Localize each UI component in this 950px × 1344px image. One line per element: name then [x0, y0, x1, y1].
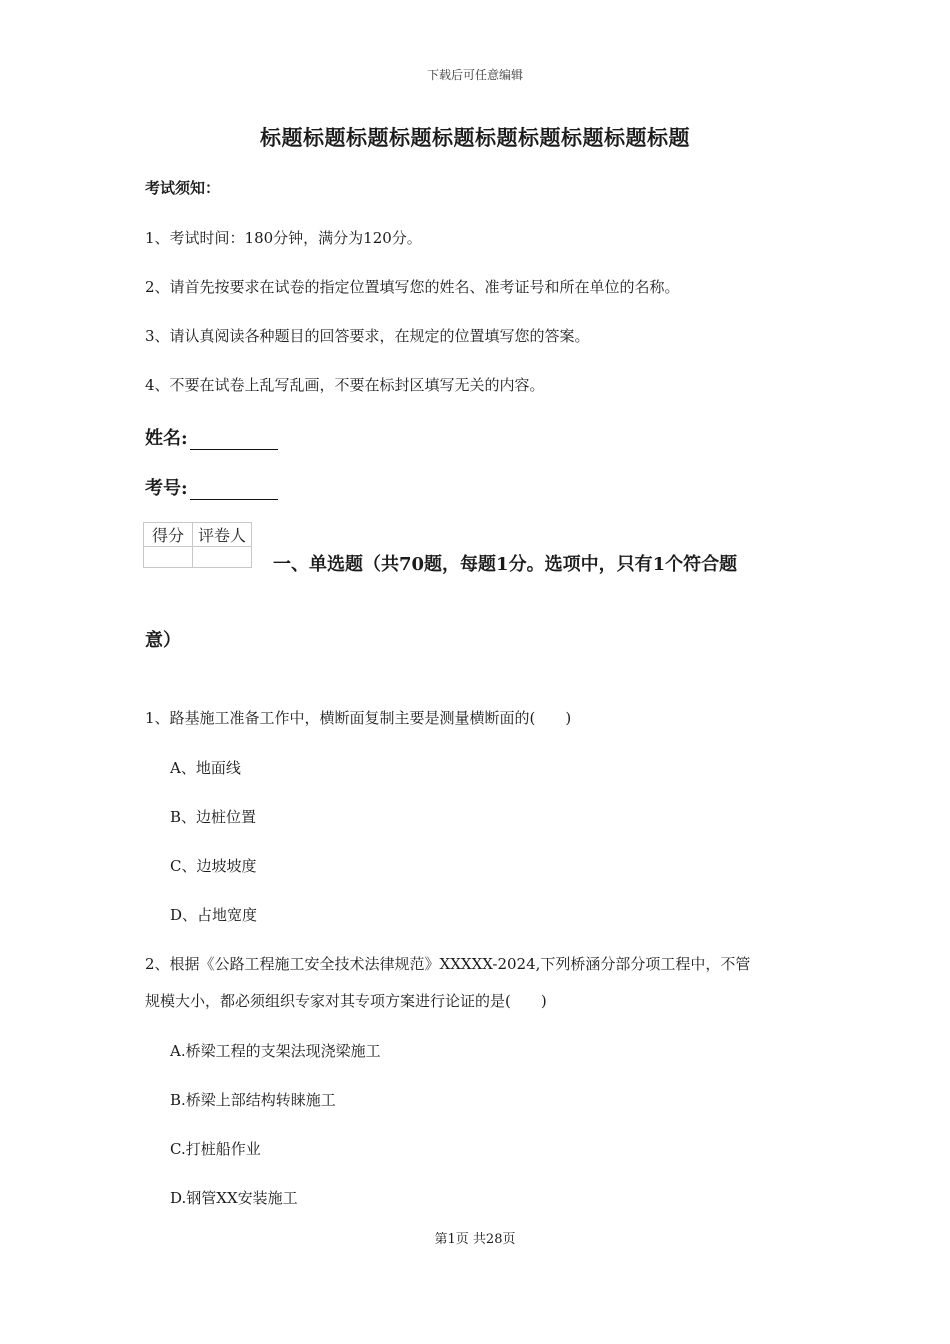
- name-blank-line[interactable]: [190, 431, 278, 450]
- option-c: C.打桩船作业: [170, 1140, 261, 1158]
- grader-cell[interactable]: [193, 547, 252, 568]
- exam-number-blank-line[interactable]: [190, 481, 278, 500]
- score-cell[interactable]: [144, 547, 193, 568]
- score-table: [143, 522, 252, 568]
- score-header: 得分: [144, 523, 193, 547]
- option-d: D、占地宽度: [170, 906, 258, 924]
- document-title: 标题标题标题标题标题标题标题标题标题标题: [260, 125, 690, 150]
- exam-number-field[interactable]: [145, 474, 278, 500]
- option-a: A、地面线: [170, 759, 241, 777]
- name-label: 姓名:: [145, 428, 188, 449]
- notice-item: 4、不要在试卷上乱写乱画，不要在标封区填写无关的内容。: [145, 376, 545, 394]
- page-footer: 第1页 共28页: [434, 1232, 516, 1247]
- exam-number-label: 考号:: [145, 478, 188, 499]
- notice-item: 2、请首先按要求在试卷的指定位置填写您的姓名、准考证号和所在单位的名称。: [145, 278, 680, 296]
- notice-item: 1、考试时间：180分钟，满分为120分。: [145, 229, 422, 247]
- option-b: B、边桩位置: [170, 808, 257, 826]
- section-title-continued: 意）: [145, 630, 181, 651]
- section-title: 一、单选题（共70题，每题1分。选项中，只有1个符合题: [273, 554, 738, 575]
- name-field[interactable]: [145, 424, 278, 450]
- question-text-continued: 规模大小，都必须组织专家对其专项方案进行论证的是( ): [145, 992, 547, 1010]
- question-text: 2、根据《公路工程施工安全技术法律规范》XXXXX-2024,下列桥涵分部分项工程中，不管: [145, 955, 751, 973]
- header-note: 下载后可任意编辑: [426, 68, 523, 82]
- notice-item: 3、请认真阅读各种题目的回答要求，在规定的位置填写您的答案。: [145, 327, 590, 345]
- option-c: C、边坡坡度: [170, 857, 257, 875]
- option-b: B.桥梁上部结构转睐施工: [170, 1091, 336, 1109]
- option-d: D.钢管XX安装施工: [170, 1189, 298, 1207]
- notice-heading: 考试须知：: [145, 179, 221, 197]
- grader-header: 评卷人: [193, 523, 252, 547]
- option-a: A.桥梁工程的支架法现浇梁施工: [170, 1042, 381, 1060]
- question-text: 1、路基施工准备工作中，横断面复制主要是测量横断面的( ): [145, 709, 572, 727]
